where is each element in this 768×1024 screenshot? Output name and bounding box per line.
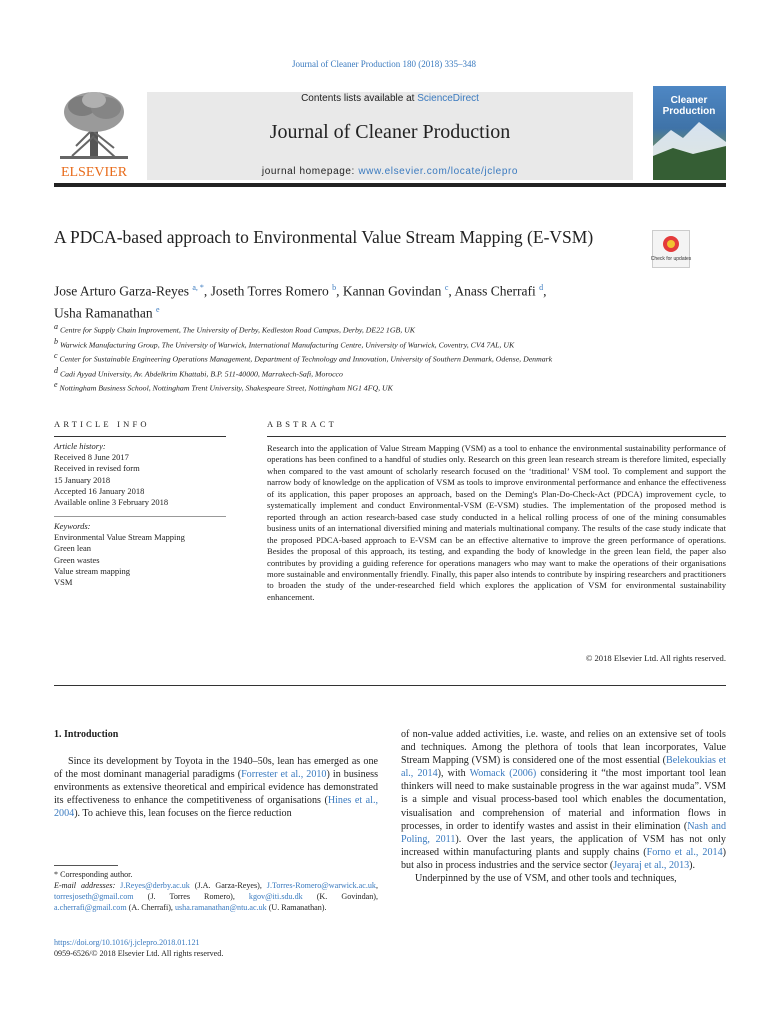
- citation-link[interactable]: Nash and Poling, 2011: [401, 820, 726, 845]
- citation-link[interactable]: Forno et al., 2014: [646, 846, 723, 858]
- corresponding-author-note: * Corresponding author.: [54, 870, 133, 879]
- paragraph: Underpinned by the use of VSM, and other tools and techniques,: [415, 873, 677, 885]
- author-name: Jose Arturo Garza-Reyes: [54, 283, 189, 299]
- abstract-bottom-rule: [54, 685, 726, 686]
- author-affil-marker[interactable]: b: [332, 283, 337, 292]
- cover-title: Cleaner Production: [662, 95, 716, 117]
- history-item: Received 8 June 2017: [54, 452, 129, 463]
- citation-link[interactable]: Hines et al., 2004: [54, 795, 378, 820]
- issn-line: 0959-6526/© 2018 Elsevier Ltd. All rights reserved.: [54, 949, 224, 958]
- history-rule: [54, 516, 226, 517]
- paper-title: A PDCA-based approach to Environmental Value Stream Mapping (E-VSM): [54, 227, 594, 247]
- body-column-right: of non-value added activities, i.e. waste, and relies on an extensive set of tools and techniques. Among the plethora of tools that lean incorporates, Value Stream Mapping (VSM) is considered one of the most essential (Belekoukias et al., 2014), with Womack (2006) considering it “the most important tool lean thinkers will need to make sustainable progress in the war against muda”. VSM is a simple and visual process-based tool which enables the documentation, visualisation and comprehension of material and information flows in processes, in order to identify wastes and assist in their elimination (Nash and Poling, 2011). Over the last years, the application of VSM has not only increased within manufacturing plants and supply chains (Forno et al., 2014) but also in process industries and the service sector (Jeyaraj et al., 2013). Underpinned by the use of VSM, and other tools and techniques,: [401, 729, 727, 885]
- email-link[interactable]: kgov@iti.sdu.dk: [248, 892, 303, 901]
- article-history: Article history: Received 8 June 2017 Received in revised form 15 January 2018 Accepted 16 January 2018 Available online 3 February 2018: [54, 441, 226, 508]
- author-name: Anass Cherrafi: [454, 283, 536, 299]
- keyword-item: Value stream mapping: [54, 565, 131, 576]
- contents-line: Contents lists available at ScienceDirect: [301, 93, 479, 104]
- author-name: Joseth Torres Romero: [210, 283, 329, 299]
- header-rule: [54, 183, 726, 187]
- citation-link[interactable]: Belekoukias et al., 2014: [401, 755, 726, 780]
- citation-link[interactable]: Jeyaraj et al., 2013: [613, 859, 690, 871]
- doi-link[interactable]: https://doi.org/10.1016/j.jclepro.2018.01.121: [54, 938, 200, 947]
- article-info-rule: [54, 436, 226, 437]
- footnote: * Corresponding author. E-mail addresses: J.Reyes@derby.ac.uk (J.A. Garza-Reyes), J.Torres-Romero@warwick.ac.uk, torresjoseth@gmail.com (J. Torres Romero), kgov@iti.sdu.dk (K. Govindan), a.cherrafi@gmail.com (A. Cherrafi), usha.ramanathan@ntu.ac.uk (U. Ramanathan).: [54, 870, 378, 912]
- doi-block: [54, 937, 378, 959]
- email-link[interactable]: J.Torres-Romero@warwick.ac.uk: [266, 881, 376, 890]
- author-affil-marker[interactable]: d: [539, 283, 544, 292]
- author-affil-marker[interactable]: e: [155, 304, 160, 314]
- affiliation-item: $^c$ Center for Sustainable Engineering Operations Management, Department of Technology and Innovation, University of Southern Denmark, Odense, Denmark: [54, 351, 553, 364]
- abstract-text: Research into the application of Value Stream Mapping (VSM) as a tool to enhance the environmental sustainability performance of operations has been confined to a handful of studies only. Research on this green lean research stream is therefore limited, especially when compared to the vast amount of scholarly research focused on the ‘traditional’ VSM tool. To complement and support the narrow body of knowledge on the application of VSM as tools to improve environmental performance and enhance the effectiveness of its application, this paper proposes an approach, based on the Deming's Plan-Do-Check-Act (PDCA) improvement cycle, to systematically implement and conduct Environmental-VSM (E-VSM) studies. The implementation of the proposed method is reported through an action research-based case study conducted in a helical rolling process of one of the mining consumables business units of an international diversified mining and materials multinational company. The results of the case study indicate that the proposed PDCA-based approach to E-VSM can be an effective alternative to improve the green performance of operations. Besides the proposal of this approach, its testing, and expanding the body of knowledge in the green lean field, the paper also contributes by providing a guiding reference for operations managers who may want to make the operations of their organisations more sustainable and environmentally friendly. Finally, this paper also intends to contribute by inspiring researchers and practitioners to broaden the study of the under-researched field which explores the application of VSM for environmental sustainability enhancement.: [267, 443, 726, 602]
- author-list: Jose Arturo Garza-Reyes $^{a, *}$, Joseth Torres Romero $^b$, Kannan Govindan $^c$, Anass Cherrafi $^d$, Usha Ramanathan $^e$: [54, 283, 547, 320]
- journal-title: Journal of Cleaner Production: [269, 121, 511, 143]
- history-item: 15 January 2018: [54, 474, 111, 485]
- abstract-heading: ABSTRACT: [267, 419, 337, 429]
- keyword-item: Green wastes: [54, 554, 100, 565]
- keyword-item: Environmental Value Stream Mapping: [54, 532, 185, 543]
- author-affil-marker[interactable]: c: [444, 283, 449, 292]
- author-name: Usha Ramanathan: [54, 305, 153, 320]
- footnote-rule: [54, 865, 118, 866]
- email-link[interactable]: J.Reyes@derby.ac.uk: [120, 881, 190, 890]
- author-name: Kannan Govindan: [342, 283, 442, 299]
- section-heading-introduction: 1. Introduction: [54, 729, 119, 740]
- affiliation-item: $^d$ Cadi Ayyad University, Av. Abdelkrim Khattabi, B.P. 511-40000, Marrakech-Safi, Morocco: [54, 365, 343, 379]
- journal-citation[interactable]: Journal of Cleaner Production 180 (2018) 335–348: [292, 59, 476, 69]
- affiliation-item: $^e$ Nottingham Business School, Nottingham Trent University, Shakespeare Street, Nottingham NG1 4FQ, UK: [54, 380, 393, 393]
- citation-link[interactable]: Womack (2006): [469, 768, 537, 780]
- affiliations: [54, 321, 694, 394]
- email-link[interactable]: a.cherrafi@gmail.com: [54, 903, 127, 912]
- body-column-left: Since its development by Toyota in the 1940–50s, lean has emerged as one of the most dominant managerial paradigms (Forrester et al., 2010) in business environments as extensive theoretical and empirical evidence has demonstrated its effectiveness to enhance the competitiveness of organisations (Hines et al., 2004). To achieve this, lean focuses on the fierce reduction: [54, 756, 378, 820]
- author-affil-marker[interactable]: a, *: [192, 283, 204, 292]
- elsevier-wordmark: ELSEVIER: [60, 165, 128, 180]
- keyword-item: Green lean: [54, 543, 92, 554]
- check-updates-icon: [650, 231, 692, 267]
- history-item: Accepted 16 January 2018: [54, 485, 145, 496]
- email-link[interactable]: torresjoseth@gmail.com: [54, 892, 134, 901]
- affiliation-item: $^a$ Centre for Supply Chain Improvement, The University of Derby, Kedleston Road Campus, Derby, DE22 1GB, UK: [54, 322, 415, 335]
- keyword-item: VSM: [54, 577, 73, 588]
- history-item: Received in revised form: [54, 463, 140, 474]
- homepage-link[interactable]: www.elsevier.com/locate/jclepro: [358, 166, 519, 177]
- svg-text:Check for updates: Check for updates: [650, 256, 692, 262]
- journal-homepage: journal homepage: www.elsevier.com/locate/jclepro: [261, 166, 519, 177]
- keywords: Keywords: Environmental Value Stream Mapping Green lean Green wastes Value stream mapping VSM: [54, 521, 226, 588]
- check-for-updates-badge[interactable]: [652, 230, 690, 268]
- abstract-rule: [267, 436, 726, 437]
- article-info-heading: ARTICLE INFO: [54, 419, 150, 429]
- sciencedirect-link[interactable]: ScienceDirect: [417, 93, 479, 104]
- history-item: Available online 3 February 2018: [54, 497, 169, 508]
- email-link[interactable]: usha.ramanathan@ntu.ac.uk: [174, 903, 267, 912]
- abstract-copyright: © 2018 Elsevier Ltd. All rights reserved.: [585, 653, 726, 663]
- citation-link[interactable]: Forrester et al., 2010: [241, 769, 327, 781]
- affiliation-item: $^b$ Warwick Manufacturing Group, The University of Warwick, International Manufacturing Centre, University of Warwick, Coventry, CV4 7AL, UK: [54, 336, 515, 350]
